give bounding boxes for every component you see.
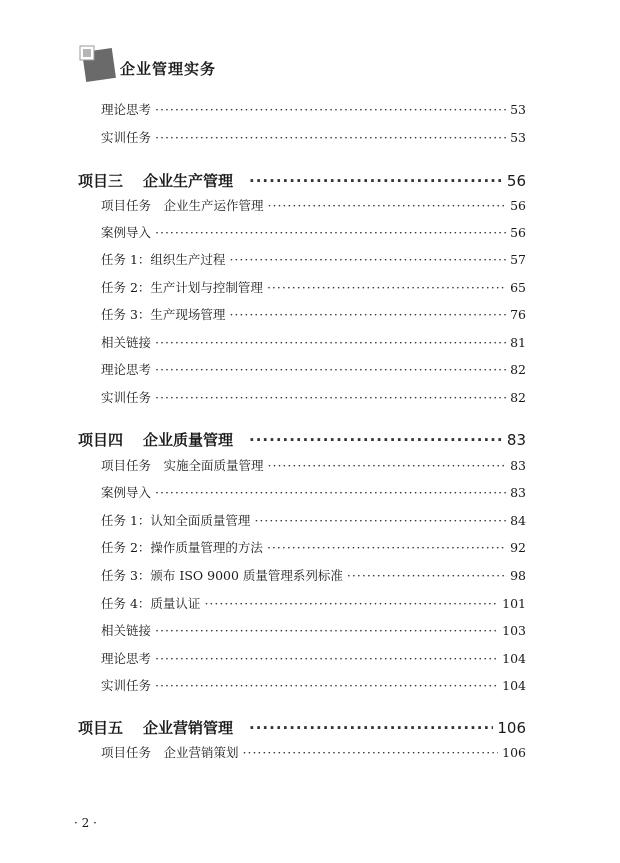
toc-entry-page: 82 [510, 362, 526, 377]
dot-leader [347, 568, 506, 583]
toc-entry[interactable] [101, 305, 526, 323]
toc-entry-page: 98 [510, 568, 526, 583]
toc-entry-label: 实训任务 [101, 130, 152, 145]
toc-entry-page: 92 [510, 540, 526, 555]
toc-entry-label: 任务 3：颁布 ISO 9000 质量管理系列标准 [101, 568, 343, 583]
toc-entry-page: 82 [510, 390, 526, 405]
toc-entry[interactable] [101, 223, 526, 241]
chapter-title: 企业营销管理 [143, 719, 234, 737]
book-title: 企业管理实务 [120, 60, 217, 78]
toc-entry-page: 56 [510, 225, 526, 240]
toc-entry-page: 104 [502, 678, 526, 693]
toc-entry-label: 任务 3：生产现场管理 [101, 307, 226, 322]
toc-entry-label: 任务 2：操作质量管理的方法 [101, 540, 263, 555]
toc-entry-page: 106 [502, 745, 526, 760]
toc-entry-label: 理论思考 [101, 651, 152, 666]
toc-entry-label: 项目任务 企业生产运作管理 [101, 198, 264, 213]
chapter-page: 56 [506, 172, 526, 190]
toc-entry[interactable] [101, 538, 526, 556]
toc-entry-page: 65 [510, 280, 526, 295]
toc-entry-label: 任务 4：质量认证 [101, 596, 201, 611]
dot-leader [155, 362, 506, 377]
toc-entry-label: 项目任务 企业营销策划 [101, 745, 239, 760]
dot-leader [267, 540, 506, 555]
chapter-page: 83 [506, 431, 526, 449]
toc-entry-label: 任务 1：认知全面质量管理 [101, 513, 251, 528]
chapter-title: 企业质量管理 [143, 431, 234, 449]
toc-entry[interactable] [101, 566, 526, 584]
toc-entry-page: 103 [502, 623, 526, 638]
dot-leader [243, 745, 499, 760]
toc-entry[interactable] [101, 333, 526, 351]
toc-entry[interactable] [101, 511, 526, 529]
toc-chapter-5[interactable] [78, 717, 526, 738]
toc-entry[interactable] [101, 621, 526, 639]
toc-entry-page: 83 [510, 485, 526, 500]
dot-leader [249, 719, 493, 737]
dot-leader [268, 198, 507, 213]
dot-leader [249, 172, 503, 190]
chapter-page: 106 [497, 719, 526, 737]
toc-entry[interactable] [101, 743, 526, 761]
toc-entry[interactable] [101, 278, 526, 296]
dot-leader [155, 335, 506, 350]
toc-entry[interactable] [101, 649, 526, 667]
toc-entry-label: 理论思考 [101, 102, 152, 117]
toc-entry-page: 76 [510, 307, 526, 322]
toc-entry-page: 104 [502, 651, 526, 666]
toc-entry-label: 实训任务 [101, 678, 152, 693]
toc-entry-label: 任务 1：组织生产过程 [101, 252, 226, 267]
toc-entry[interactable] [101, 388, 526, 406]
toc-entry-page: 53 [510, 130, 526, 145]
toc-entry-label: 相关链接 [101, 335, 152, 350]
running-header [78, 44, 558, 84]
toc-entry-label: 相关链接 [101, 623, 152, 638]
dot-leader [155, 651, 498, 666]
chapter-number: 项目五 [78, 719, 124, 737]
toc-entry[interactable] [101, 100, 526, 118]
toc-entry-label: 任务 2：生产计划与控制管理 [101, 280, 263, 295]
dot-leader [229, 252, 506, 267]
toc-entry-page: 84 [510, 513, 526, 528]
dot-leader [155, 102, 506, 117]
toc-entry-page: 57 [510, 252, 526, 267]
toc-entry-label: 案例导入 [101, 225, 152, 240]
dot-leader [155, 130, 506, 145]
dot-leader [229, 307, 506, 322]
page-number: · 2 · [74, 816, 97, 830]
toc-entry[interactable] [101, 360, 526, 378]
dot-leader [155, 678, 498, 693]
toc-entry-label: 实训任务 [101, 390, 152, 405]
toc-entry-label: 理论思考 [101, 362, 152, 377]
dot-leader [249, 431, 503, 449]
toc-chapter-3[interactable] [78, 170, 526, 191]
toc-entry-page: 83 [510, 458, 526, 473]
toc-entry[interactable] [101, 594, 526, 612]
chapter-number: 项目三 [78, 172, 124, 190]
toc-entry[interactable] [101, 196, 526, 214]
dot-leader [267, 280, 506, 295]
toc-entry[interactable] [101, 676, 526, 694]
toc-entry-page: 56 [510, 198, 526, 213]
toc-entry[interactable] [101, 456, 526, 474]
dot-leader [155, 485, 506, 500]
dot-leader [268, 458, 507, 473]
dot-leader [155, 225, 506, 240]
toc-entry[interactable] [101, 128, 526, 146]
dot-leader [204, 596, 498, 611]
toc-chapter-4[interactable] [78, 429, 526, 450]
dot-leader [155, 623, 498, 638]
toc-entry-page: 81 [510, 335, 526, 350]
chapter-number: 项目四 [78, 431, 124, 449]
dot-leader [155, 390, 506, 405]
toc-entry-label: 项目任务 实施全面质量管理 [101, 458, 264, 473]
book-logo-icon [78, 44, 118, 84]
dot-leader [254, 513, 506, 528]
toc-entry-label: 案例导入 [101, 485, 152, 500]
toc-entry-page: 53 [510, 102, 526, 117]
toc-entry[interactable] [101, 483, 526, 501]
chapter-title: 企业生产管理 [143, 172, 234, 190]
toc-entry-page: 101 [502, 596, 526, 611]
toc-entry[interactable] [101, 250, 526, 268]
